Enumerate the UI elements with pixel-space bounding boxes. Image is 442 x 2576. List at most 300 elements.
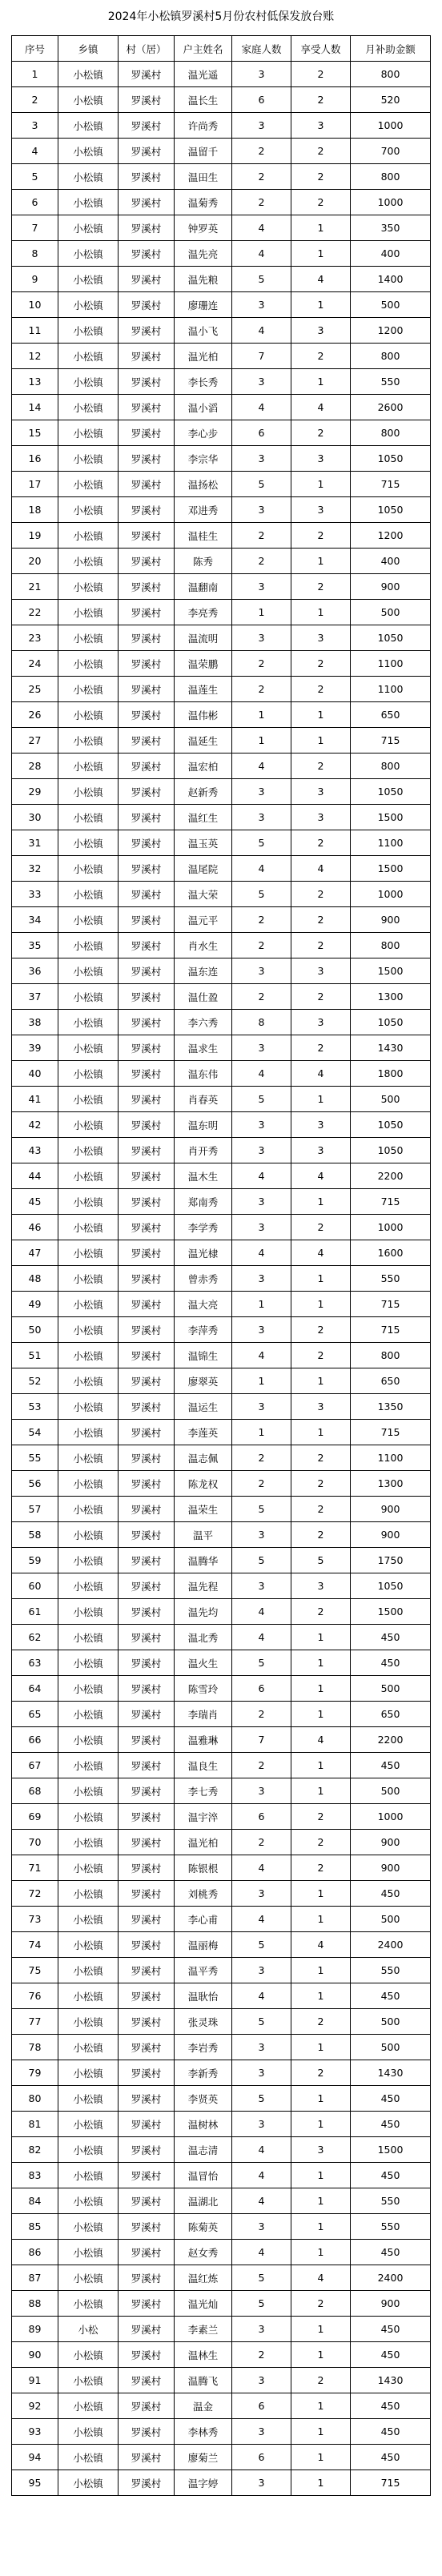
serial-cell: 68 bbox=[12, 1778, 58, 1804]
monthly-subsidy-cell: 715 bbox=[351, 728, 431, 754]
township-cell: 小松镇 bbox=[58, 549, 119, 574]
township-cell: 小松镇 bbox=[58, 113, 119, 139]
beneficiaries-cell: 3 bbox=[291, 113, 351, 139]
table-row bbox=[12, 907, 431, 933]
monthly-subsidy-cell: 450 bbox=[351, 1650, 431, 1676]
township-cell: 小松镇 bbox=[58, 2393, 119, 2419]
beneficiaries-cell: 2 bbox=[291, 1445, 351, 1471]
serial-cell: 63 bbox=[12, 1650, 58, 1676]
family-size-cell: 2 bbox=[232, 933, 291, 958]
township-cell: 小松镇 bbox=[58, 1522, 119, 1548]
township-cell: 小松镇 bbox=[58, 1240, 119, 1266]
household-head-cell: 温菊秀 bbox=[175, 190, 232, 215]
serial-cell: 58 bbox=[12, 1522, 58, 1548]
serial-cell: 24 bbox=[12, 651, 58, 677]
table-row bbox=[12, 1087, 431, 1112]
monthly-subsidy-cell: 900 bbox=[351, 1522, 431, 1548]
family-size-cell: 3 bbox=[232, 1112, 291, 1138]
township-cell: 小松镇 bbox=[58, 2368, 119, 2393]
family-size-cell: 2 bbox=[232, 549, 291, 574]
serial-cell: 78 bbox=[12, 2035, 58, 2060]
table-row bbox=[12, 497, 431, 523]
village-cell: 罗溪村 bbox=[119, 1625, 175, 1650]
monthly-subsidy-cell: 900 bbox=[351, 1497, 431, 1522]
household-head-cell: 温小飞 bbox=[175, 318, 232, 344]
household-head-cell: 温丽梅 bbox=[175, 1932, 232, 1958]
beneficiaries-cell: 3 bbox=[291, 2137, 351, 2163]
monthly-subsidy-cell: 500 bbox=[351, 1676, 431, 1702]
beneficiaries-cell: 1 bbox=[291, 1625, 351, 1650]
household-head-cell: 温红生 bbox=[175, 805, 232, 830]
village-cell: 罗溪村 bbox=[119, 754, 175, 779]
serial-cell: 1 bbox=[12, 62, 58, 87]
header-household-head: 户主姓名 bbox=[175, 36, 232, 62]
township-cell: 小松镇 bbox=[58, 2265, 119, 2291]
serial-cell: 2 bbox=[12, 87, 58, 113]
family-size-cell: 3 bbox=[232, 805, 291, 830]
family-size-cell: 4 bbox=[232, 1163, 291, 1189]
table-row bbox=[12, 2291, 431, 2317]
monthly-subsidy-cell: 1500 bbox=[351, 805, 431, 830]
household-head-cell: 温光柏 bbox=[175, 1830, 232, 1855]
beneficiaries-cell: 1 bbox=[291, 1368, 351, 1394]
serial-cell: 70 bbox=[12, 1830, 58, 1855]
family-size-cell: 3 bbox=[232, 62, 291, 87]
family-size-cell: 3 bbox=[232, 1317, 291, 1343]
township-cell: 小松镇 bbox=[58, 164, 119, 190]
village-cell: 罗溪村 bbox=[119, 1368, 175, 1394]
household-head-cell: 许尚秀 bbox=[175, 113, 232, 139]
village-cell: 罗溪村 bbox=[119, 1189, 175, 1215]
monthly-subsidy-cell: 800 bbox=[351, 754, 431, 779]
beneficiaries-cell: 1 bbox=[291, 1087, 351, 1112]
household-head-cell: 温北秀 bbox=[175, 1625, 232, 1650]
township-cell: 小松镇 bbox=[58, 215, 119, 241]
village-cell: 罗溪村 bbox=[119, 984, 175, 1010]
beneficiaries-cell: 1 bbox=[291, 2393, 351, 2419]
table-row bbox=[12, 446, 431, 472]
monthly-subsidy-cell: 450 bbox=[351, 2445, 431, 2470]
village-cell: 罗溪村 bbox=[119, 369, 175, 395]
household-head-cell: 陈秀 bbox=[175, 549, 232, 574]
village-cell: 罗溪村 bbox=[119, 1010, 175, 1035]
beneficiaries-cell: 1 bbox=[291, 2445, 351, 2470]
monthly-subsidy-cell: 1600 bbox=[351, 1240, 431, 1266]
serial-cell: 71 bbox=[12, 1855, 58, 1881]
household-head-cell: 温光灿 bbox=[175, 2291, 232, 2317]
household-head-cell: 曾赤秀 bbox=[175, 1266, 232, 1292]
household-head-cell: 温光棣 bbox=[175, 1240, 232, 1266]
serial-cell: 5 bbox=[12, 164, 58, 190]
monthly-subsidy-cell: 1800 bbox=[351, 1061, 431, 1087]
household-head-cell: 钟罗英 bbox=[175, 215, 232, 241]
serial-cell: 13 bbox=[12, 369, 58, 395]
monthly-subsidy-cell: 550 bbox=[351, 1958, 431, 1983]
household-head-cell: 温长生 bbox=[175, 87, 232, 113]
table-row bbox=[12, 1112, 431, 1138]
monthly-subsidy-cell: 400 bbox=[351, 241, 431, 267]
township-cell: 小松镇 bbox=[58, 369, 119, 395]
household-head-cell: 刘桃秀 bbox=[175, 1881, 232, 1907]
serial-cell: 44 bbox=[12, 1163, 58, 1189]
beneficiaries-cell: 1 bbox=[291, 549, 351, 574]
table-row bbox=[12, 754, 431, 779]
monthly-subsidy-cell: 650 bbox=[351, 702, 431, 728]
serial-cell: 55 bbox=[12, 1445, 58, 1471]
township-cell: 小松镇 bbox=[58, 625, 119, 651]
township-cell: 小松镇 bbox=[58, 1189, 119, 1215]
village-cell: 罗溪村 bbox=[119, 1907, 175, 1932]
beneficiaries-cell: 4 bbox=[291, 856, 351, 882]
table-row bbox=[12, 2035, 431, 2060]
township-cell: 小松镇 bbox=[58, 2086, 119, 2112]
village-cell: 罗溪村 bbox=[119, 1727, 175, 1753]
household-head-cell: 廖菊兰 bbox=[175, 2445, 232, 2470]
village-cell: 罗溪村 bbox=[119, 497, 175, 523]
beneficiaries-cell: 2 bbox=[291, 882, 351, 907]
village-cell: 罗溪村 bbox=[119, 1420, 175, 1445]
beneficiaries-cell: 1 bbox=[291, 2035, 351, 2060]
table-row bbox=[12, 1753, 431, 1778]
beneficiaries-cell: 1 bbox=[291, 728, 351, 754]
monthly-subsidy-cell: 1100 bbox=[351, 651, 431, 677]
township-cell: 小松镇 bbox=[58, 1215, 119, 1240]
monthly-subsidy-cell: 1050 bbox=[351, 1573, 431, 1599]
village-cell: 罗溪村 bbox=[119, 1343, 175, 1368]
family-size-cell: 4 bbox=[232, 395, 291, 420]
township-cell: 小松镇 bbox=[58, 2060, 119, 2086]
table-row bbox=[12, 241, 431, 267]
table-row bbox=[12, 420, 431, 446]
township-cell: 小松镇 bbox=[58, 1778, 119, 1804]
township-cell: 小松镇 bbox=[58, 1727, 119, 1753]
serial-cell: 72 bbox=[12, 1881, 58, 1907]
beneficiaries-cell: 1 bbox=[291, 1420, 351, 1445]
village-cell: 罗溪村 bbox=[119, 1112, 175, 1138]
serial-cell: 10 bbox=[12, 292, 58, 318]
household-head-cell: 李林秀 bbox=[175, 2419, 232, 2445]
table-row bbox=[12, 958, 431, 984]
village-cell: 罗溪村 bbox=[119, 318, 175, 344]
table-row bbox=[12, 1292, 431, 1317]
beneficiaries-cell: 2 bbox=[291, 1522, 351, 1548]
household-head-cell: 温耿怡 bbox=[175, 1983, 232, 2009]
table-row bbox=[12, 984, 431, 1010]
family-size-cell: 5 bbox=[232, 267, 291, 292]
beneficiaries-cell: 2 bbox=[291, 1830, 351, 1855]
serial-cell: 94 bbox=[12, 2445, 58, 2470]
monthly-subsidy-cell: 1000 bbox=[351, 1215, 431, 1240]
household-head-cell: 李长秀 bbox=[175, 369, 232, 395]
monthly-subsidy-cell: 1430 bbox=[351, 2060, 431, 2086]
serial-cell: 28 bbox=[12, 754, 58, 779]
table-row bbox=[12, 1343, 431, 1368]
table-row bbox=[12, 2112, 431, 2137]
beneficiaries-cell: 3 bbox=[291, 779, 351, 805]
table-row bbox=[12, 2060, 431, 2086]
ledger-table bbox=[11, 35, 431, 2496]
village-cell: 罗溪村 bbox=[119, 651, 175, 677]
serial-cell: 81 bbox=[12, 2112, 58, 2137]
family-size-cell: 4 bbox=[232, 318, 291, 344]
beneficiaries-cell: 1 bbox=[291, 600, 351, 625]
village-cell: 罗溪村 bbox=[119, 677, 175, 702]
monthly-subsidy-cell: 500 bbox=[351, 2035, 431, 2060]
serial-cell: 88 bbox=[12, 2291, 58, 2317]
table-row bbox=[12, 267, 431, 292]
serial-cell: 34 bbox=[12, 907, 58, 933]
table-row bbox=[12, 882, 431, 907]
village-cell: 罗溪村 bbox=[119, 2214, 175, 2240]
family-size-cell: 6 bbox=[232, 1676, 291, 1702]
household-head-cell: 温树林 bbox=[175, 2112, 232, 2137]
family-size-cell: 4 bbox=[232, 241, 291, 267]
village-cell: 罗溪村 bbox=[119, 856, 175, 882]
village-cell: 罗溪村 bbox=[119, 2368, 175, 2393]
household-head-cell: 温大亮 bbox=[175, 1292, 232, 1317]
family-size-cell: 1 bbox=[232, 702, 291, 728]
township-cell: 小松镇 bbox=[58, 2188, 119, 2214]
serial-cell: 39 bbox=[12, 1035, 58, 1061]
family-size-cell: 3 bbox=[232, 2112, 291, 2137]
household-head-cell: 温湖北 bbox=[175, 2188, 232, 2214]
header-township: 乡镇 bbox=[58, 36, 119, 62]
township-cell: 小松镇 bbox=[58, 2009, 119, 2035]
township-cell: 小松镇 bbox=[58, 677, 119, 702]
table-row bbox=[12, 2214, 431, 2240]
household-head-cell: 温光遥 bbox=[175, 62, 232, 87]
township-cell: 小松镇 bbox=[58, 651, 119, 677]
household-head-cell: 温先粮 bbox=[175, 267, 232, 292]
table-row bbox=[12, 1471, 431, 1497]
table-row bbox=[12, 1881, 431, 1907]
household-head-cell: 李宗华 bbox=[175, 446, 232, 472]
beneficiaries-cell: 1 bbox=[291, 241, 351, 267]
family-size-cell: 5 bbox=[232, 1087, 291, 1112]
monthly-subsidy-cell: 450 bbox=[351, 2112, 431, 2137]
table-row bbox=[12, 369, 431, 395]
household-head-cell: 李素兰 bbox=[175, 2317, 232, 2342]
beneficiaries-cell: 2 bbox=[291, 754, 351, 779]
serial-cell: 26 bbox=[12, 702, 58, 728]
township-cell: 小松镇 bbox=[58, 1394, 119, 1420]
monthly-subsidy-cell: 1000 bbox=[351, 882, 431, 907]
family-size-cell: 3 bbox=[232, 1394, 291, 1420]
monthly-subsidy-cell: 1050 bbox=[351, 446, 431, 472]
village-cell: 罗溪村 bbox=[119, 1676, 175, 1702]
beneficiaries-cell: 1 bbox=[291, 1189, 351, 1215]
monthly-subsidy-cell: 550 bbox=[351, 1266, 431, 1292]
family-size-cell: 5 bbox=[232, 1932, 291, 1958]
household-head-cell: 温腾飞 bbox=[175, 2368, 232, 2393]
family-size-cell: 5 bbox=[232, 2086, 291, 2112]
table-row bbox=[12, 2317, 431, 2342]
township-cell: 小松镇 bbox=[58, 830, 119, 856]
township-cell: 小松镇 bbox=[58, 1266, 119, 1292]
monthly-subsidy-cell: 1000 bbox=[351, 113, 431, 139]
village-cell: 罗溪村 bbox=[119, 1240, 175, 1266]
township-cell: 小松镇 bbox=[58, 87, 119, 113]
township-cell: 小松镇 bbox=[58, 292, 119, 318]
township-cell: 小松镇 bbox=[58, 933, 119, 958]
township-cell: 小松镇 bbox=[58, 779, 119, 805]
family-size-cell: 2 bbox=[232, 677, 291, 702]
serial-cell: 66 bbox=[12, 1727, 58, 1753]
household-head-cell: 邓进秀 bbox=[175, 497, 232, 523]
family-size-cell: 3 bbox=[232, 1138, 291, 1163]
serial-cell: 82 bbox=[12, 2137, 58, 2163]
household-head-cell: 温扬松 bbox=[175, 472, 232, 497]
beneficiaries-cell: 4 bbox=[291, 1727, 351, 1753]
village-cell: 罗溪村 bbox=[119, 2291, 175, 2317]
family-size-cell: 3 bbox=[232, 625, 291, 651]
table-row bbox=[12, 2470, 431, 2496]
household-head-cell: 温流明 bbox=[175, 625, 232, 651]
beneficiaries-cell: 2 bbox=[291, 907, 351, 933]
table-row bbox=[12, 1573, 431, 1599]
village-cell: 罗溪村 bbox=[119, 779, 175, 805]
beneficiaries-cell: 4 bbox=[291, 1061, 351, 1087]
household-head-cell: 温东明 bbox=[175, 1112, 232, 1138]
monthly-subsidy-cell: 715 bbox=[351, 1189, 431, 1215]
village-cell: 罗溪村 bbox=[119, 472, 175, 497]
beneficiaries-cell: 4 bbox=[291, 267, 351, 292]
serial-cell: 48 bbox=[12, 1266, 58, 1292]
family-size-cell: 5 bbox=[232, 1650, 291, 1676]
village-cell: 罗溪村 bbox=[119, 523, 175, 549]
table-row bbox=[12, 779, 431, 805]
township-cell: 小松镇 bbox=[58, 395, 119, 420]
monthly-subsidy-cell: 450 bbox=[351, 2393, 431, 2419]
beneficiaries-cell: 2 bbox=[291, 984, 351, 1010]
family-size-cell: 4 bbox=[232, 1907, 291, 1932]
village-cell: 罗溪村 bbox=[119, 574, 175, 600]
township-cell: 小松镇 bbox=[58, 497, 119, 523]
serial-cell: 20 bbox=[12, 549, 58, 574]
monthly-subsidy-cell: 350 bbox=[351, 215, 431, 241]
serial-cell: 11 bbox=[12, 318, 58, 344]
village-cell: 罗溪村 bbox=[119, 1650, 175, 1676]
monthly-subsidy-cell: 450 bbox=[351, 1625, 431, 1650]
table-row bbox=[12, 856, 431, 882]
township-cell: 小松镇 bbox=[58, 1830, 119, 1855]
beneficiaries-cell: 1 bbox=[291, 215, 351, 241]
household-head-cell: 温平 bbox=[175, 1522, 232, 1548]
beneficiaries-cell: 2 bbox=[291, 830, 351, 856]
serial-cell: 9 bbox=[12, 267, 58, 292]
beneficiaries-cell: 5 bbox=[291, 1548, 351, 1573]
household-head-cell: 李六秀 bbox=[175, 1010, 232, 1035]
family-size-cell: 1 bbox=[232, 600, 291, 625]
table-row bbox=[12, 2393, 431, 2419]
serial-cell: 36 bbox=[12, 958, 58, 984]
table-row bbox=[12, 395, 431, 420]
table-row bbox=[12, 1804, 431, 1830]
village-cell: 罗溪村 bbox=[119, 1445, 175, 1471]
monthly-subsidy-cell: 715 bbox=[351, 2470, 431, 2496]
township-cell: 小松镇 bbox=[58, 2137, 119, 2163]
beneficiaries-cell: 3 bbox=[291, 446, 351, 472]
family-size-cell: 3 bbox=[232, 446, 291, 472]
village-cell: 罗溪村 bbox=[119, 87, 175, 113]
monthly-subsidy-cell: 1200 bbox=[351, 318, 431, 344]
serial-cell: 32 bbox=[12, 856, 58, 882]
township-cell: 小松镇 bbox=[58, 2342, 119, 2368]
township-cell: 小松镇 bbox=[58, 882, 119, 907]
family-size-cell: 3 bbox=[232, 369, 291, 395]
village-cell: 罗溪村 bbox=[119, 1138, 175, 1163]
beneficiaries-cell: 2 bbox=[291, 1215, 351, 1240]
monthly-subsidy-cell: 900 bbox=[351, 1830, 431, 1855]
township-cell: 小松镇 bbox=[58, 1753, 119, 1778]
table-row bbox=[12, 1394, 431, 1420]
village-cell: 罗溪村 bbox=[119, 2035, 175, 2060]
beneficiaries-cell: 2 bbox=[291, 2060, 351, 2086]
township-cell: 小松镇 bbox=[58, 241, 119, 267]
serial-cell: 51 bbox=[12, 1343, 58, 1368]
household-head-cell: 李瑞肖 bbox=[175, 1702, 232, 1727]
table-row bbox=[12, 651, 431, 677]
table-row bbox=[12, 318, 431, 344]
serial-cell: 21 bbox=[12, 574, 58, 600]
table-row bbox=[12, 2009, 431, 2035]
table-row bbox=[12, 2188, 431, 2214]
serial-cell: 73 bbox=[12, 1907, 58, 1932]
table-row bbox=[12, 523, 431, 549]
serial-cell: 16 bbox=[12, 446, 58, 472]
household-head-cell: 温雅琳 bbox=[175, 1727, 232, 1753]
family-size-cell: 2 bbox=[232, 1830, 291, 1855]
serial-cell: 38 bbox=[12, 1010, 58, 1035]
family-size-cell: 4 bbox=[232, 754, 291, 779]
serial-cell: 49 bbox=[12, 1292, 58, 1317]
table-row bbox=[12, 2445, 431, 2470]
beneficiaries-cell: 1 bbox=[291, 2240, 351, 2265]
family-size-cell: 4 bbox=[232, 1343, 291, 1368]
village-cell: 罗溪村 bbox=[119, 2009, 175, 2035]
beneficiaries-cell: 2 bbox=[291, 1471, 351, 1497]
beneficiaries-cell: 2 bbox=[291, 1317, 351, 1343]
table-row bbox=[12, 1830, 431, 1855]
family-size-cell: 5 bbox=[232, 2009, 291, 2035]
household-head-cell: 温尾院 bbox=[175, 856, 232, 882]
beneficiaries-cell: 3 bbox=[291, 1112, 351, 1138]
serial-cell: 27 bbox=[12, 728, 58, 754]
township-cell: 小松镇 bbox=[58, 1676, 119, 1702]
family-size-cell: 6 bbox=[232, 2445, 291, 2470]
township-cell: 小松镇 bbox=[58, 1855, 119, 1881]
household-head-cell: 廖翠英 bbox=[175, 1368, 232, 1394]
family-size-cell: 4 bbox=[232, 1855, 291, 1881]
table-row bbox=[12, 1368, 431, 1394]
table-row bbox=[12, 1932, 431, 1958]
household-head-cell: 温冒怡 bbox=[175, 2163, 232, 2188]
household-head-cell: 温红炼 bbox=[175, 2265, 232, 2291]
family-size-cell: 7 bbox=[232, 1727, 291, 1753]
household-head-cell: 李学秀 bbox=[175, 1215, 232, 1240]
monthly-subsidy-cell: 1050 bbox=[351, 625, 431, 651]
serial-cell: 31 bbox=[12, 830, 58, 856]
serial-cell: 87 bbox=[12, 2265, 58, 2291]
beneficiaries-cell: 1 bbox=[291, 1881, 351, 1907]
household-head-cell: 温先程 bbox=[175, 1573, 232, 1599]
table-row bbox=[12, 677, 431, 702]
township-cell: 小松镇 bbox=[58, 1907, 119, 1932]
table-row bbox=[12, 625, 431, 651]
serial-cell: 22 bbox=[12, 600, 58, 625]
family-size-cell: 4 bbox=[232, 215, 291, 241]
village-cell: 罗溪村 bbox=[119, 702, 175, 728]
